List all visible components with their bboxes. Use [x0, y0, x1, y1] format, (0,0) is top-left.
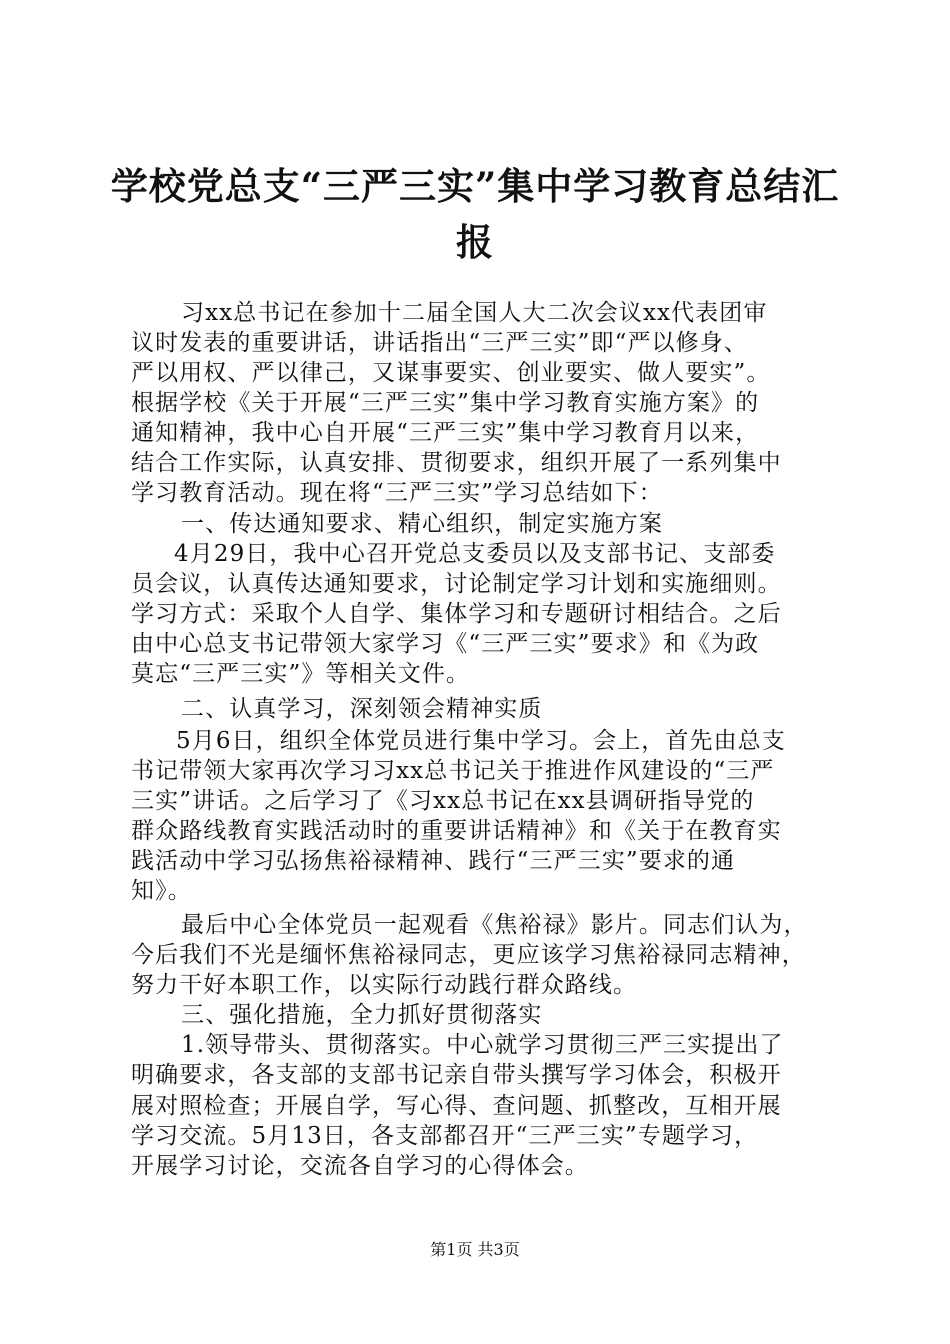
body-line: 员会议，认真传达通知要求，讨论制定学习计划和实施细则。 [131, 571, 782, 597]
body-line: 莫忘“三严三实”》等相关文件。 [131, 661, 471, 687]
section-heading-2: 二、认真学习，深刻领会精神实质 [181, 696, 543, 722]
body-line: 今后我们不光是缅怀焦裕禄同志，更应该学习焦裕禄同志精神， [131, 942, 806, 968]
body-line: 5月6日，组织全体党员进行集中学习。会上，首先由总支 [176, 728, 786, 754]
document-title [110, 158, 840, 270]
body-line: 由中心总支书记带领大家学习《“三严三实”要求》和《为政 [131, 631, 760, 657]
body-line: 严以用权、严以律己，又谋事要实、创业要实、做人要实”。 [131, 360, 771, 386]
body-line: 明确要求，各支部的支部书记亲自带头撰写学习体会，积极开 [131, 1062, 782, 1088]
body-line: 1.领导带头、贯彻落实。中心就学习贯彻三严三实提出了 [181, 1032, 784, 1058]
body-line: 开展学习讨论，交流各自学习的心得体会。 [131, 1153, 589, 1179]
body-line: 通知精神，我中心自开展“三严三实”集中学习教育月以来， [131, 420, 760, 446]
body-line: 群众路线教育实践活动时的重要讲话精神》和《关于在教育实 [131, 818, 782, 844]
body-line: 最后中心全体党员一起观看《焦裕禄》影片。同志们认为， [181, 912, 808, 938]
page-footer: 第1页 共3页 [430, 1240, 520, 1259]
body-line: 践活动中学习弘扬焦裕禄精神、践行“三严三实”要求的通 [131, 848, 736, 874]
title-line-1: 学校党总支“三严三实”集中学习教育总结汇 [110, 164, 840, 208]
body-line: 4月29日，我中心召开党总支委员以及支部书记、支部委 [174, 541, 776, 567]
body-line: 努力干好本职工作，以实际行动践行群众路线。 [131, 972, 638, 998]
body-line: 学习教育活动。现在将“三严三实”学习总结如下： [131, 480, 663, 506]
body-line: 三实”讲话。之后学习了《习xx总书记在xx县调研指导党的 [131, 788, 755, 814]
body-line: 知》。 [131, 878, 192, 904]
body-line: 学习交流。5月13日，各支部都召开“三严三实”专题学习， [131, 1123, 759, 1149]
body-line: 书记带领大家再次学习习xx总书记关于推进作风建设的“三严 [131, 758, 775, 784]
title-line-2: 报 [456, 220, 494, 264]
body-line: 习xx总书记在参加十二届全国人大二次会议xx代表团审 [181, 300, 768, 326]
section-heading-1: 一、传达通知要求、精心组织，制定实施方案 [181, 511, 663, 537]
body-line: 学习方式：采取个人自学、集体学习和专题研讨相结合。之后 [131, 601, 782, 627]
body-line: 议时发表的重要讲话，讲话指出“三严三实”即“严以修身、 [131, 330, 748, 356]
body-line: 根据学校《关于开展“三严三实”集中学习教育实施方案》的 [131, 390, 760, 416]
body-line: 结合工作实际，认真安排、贯彻要求，组织开展了一系列集中 [131, 450, 782, 476]
body-line: 展对照检查；开展自学，写心得、查问题、抓整改，互相开展 [131, 1093, 782, 1119]
section-heading-3: 三、强化措施，全力抓好贯彻落实 [181, 1002, 543, 1028]
